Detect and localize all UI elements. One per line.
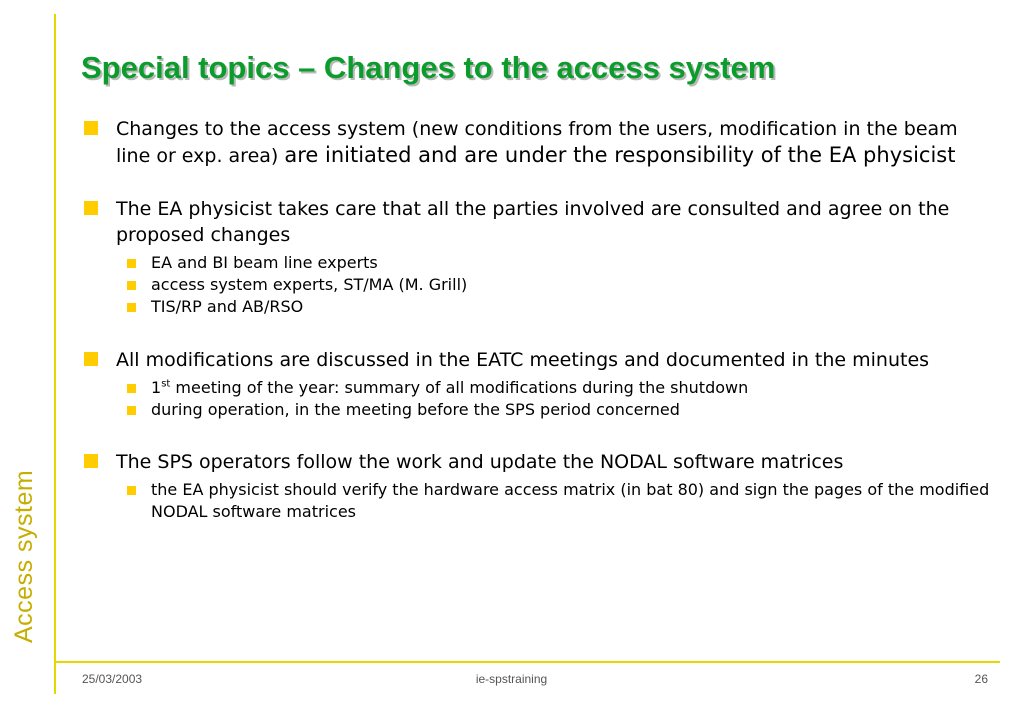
vertical-rule: [54, 14, 56, 694]
sub-bullet-item: [127, 274, 994, 296]
square-bullet-icon: [127, 406, 136, 415]
sub-bullet-item: [127, 252, 994, 274]
sub-bullet-number: 1: [151, 378, 162, 397]
sub-bullet-item: [127, 479, 994, 523]
sub-bullet-list: [127, 479, 994, 523]
bullet-text: The EA physicist takes care that all the parties involved are consulted and agree on the proposed changes: [116, 198, 950, 246]
footer-date: 25/03/2003: [82, 672, 143, 686]
square-bullet-icon: [84, 454, 98, 468]
sub-bullet-item: [127, 399, 994, 421]
bullet-item: [84, 347, 994, 373]
bullet-text: All modifications are discussed in the EATC meetings and documented in the minutes: [116, 349, 930, 371]
sub-bullet-text: the EA physicist should verify the hardware access matrix (in bat 80) and sign the pages of the modified NODAL software matrices: [151, 480, 990, 521]
footer-rule: [54, 661, 1000, 663]
square-bullet-icon: [127, 303, 136, 312]
bullet-text: Changes to the access system (new conditions from the users, modification in the beam line or exp. area): [116, 118, 958, 167]
slide-title: Special topics – Changes to the access system: [81, 50, 776, 85]
square-bullet-icon: [84, 352, 98, 366]
bullet-text: The SPS operators follow the work and update the NODAL software matrices: [116, 451, 844, 473]
side-label: Access system: [10, 469, 38, 643]
bullet-item: [84, 196, 994, 248]
sub-bullet-item: [127, 296, 994, 318]
square-bullet-icon: [84, 121, 98, 135]
square-bullet-icon: [127, 259, 136, 268]
footer-center-text: ie-spstraining: [475, 672, 548, 686]
sub-bullet-item: [127, 377, 994, 399]
ordinal-suffix: st: [161, 378, 171, 390]
square-bullet-icon: [127, 384, 136, 393]
bullet-item: [84, 449, 994, 475]
bullet-text-emphasis: are initiated and are under the responsibility of the EA physicist: [284, 143, 956, 167]
sub-bullet-list: [127, 377, 994, 421]
square-bullet-icon: [84, 201, 98, 215]
sub-bullet-text: TIS/RP and AB/RSO: [151, 297, 304, 316]
bullet-item: [84, 116, 994, 169]
bullet-list: [84, 116, 994, 523]
square-bullet-icon: [127, 486, 136, 495]
square-bullet-icon: [127, 281, 136, 290]
sub-bullet-text: meeting of the year: summary of all modifications during the shutdown: [170, 378, 749, 397]
sub-bullet-text: access system experts, ST/MA (M. Grill): [151, 275, 468, 294]
sub-bullet-text: EA and BI beam line experts: [151, 253, 378, 272]
sub-bullet-list: [127, 252, 994, 318]
page-number: 26: [974, 672, 988, 686]
sub-bullet-text: during operation, in the meeting before the SPS period concerned: [151, 400, 680, 419]
